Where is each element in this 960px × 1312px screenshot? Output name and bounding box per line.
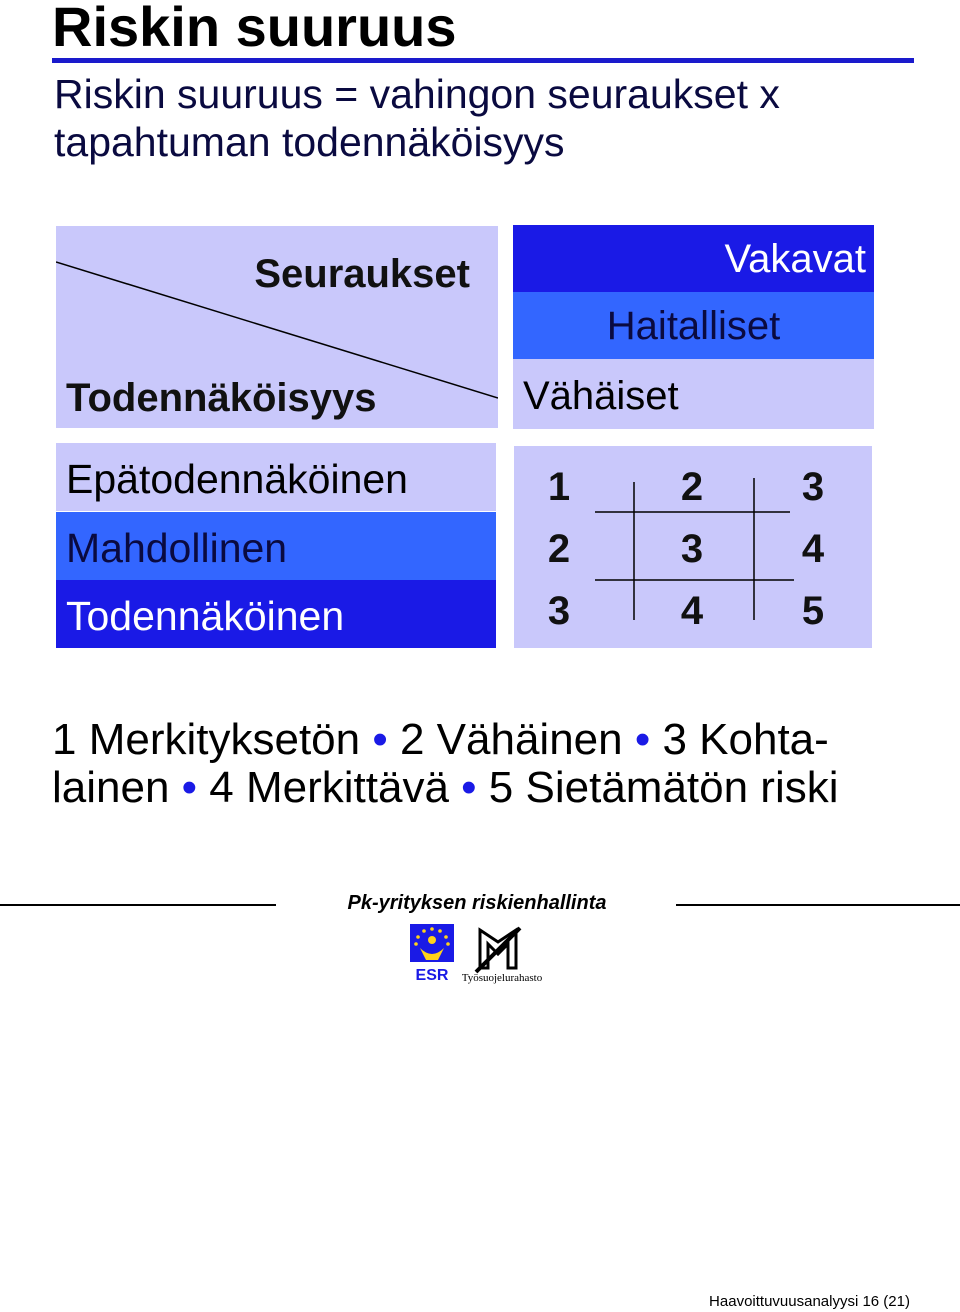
grid-cell-r2-c2: 3 — [680, 527, 704, 571]
page-number: Haavoittuvuusanalyysi 16 (21) — [709, 1293, 910, 1310]
footer-rule-right — [676, 904, 960, 906]
bullet-icon: • — [634, 715, 651, 764]
esr-logo-text: ESR — [415, 967, 449, 982]
legend-item: 3 Kohta- — [650, 715, 829, 764]
footer-rule-left — [0, 904, 276, 906]
grid-cell-r2-c3: 4 — [801, 527, 825, 571]
grid-cell-r1-c3: 3 — [801, 465, 825, 509]
consequence-harmful: Haitalliset — [513, 292, 874, 360]
grid-cell-r1-c2: 2 — [680, 465, 704, 509]
grid-cell-r1-c1: 1 — [547, 465, 571, 509]
legend-item: 2 Vähäinen — [387, 715, 635, 764]
grid-cell-r2-c1: 2 — [547, 527, 571, 571]
probability-unlikely: Epätodennäköinen — [56, 443, 496, 511]
bullet-icon: • — [461, 763, 477, 812]
legend-item: 4 Merkittävä — [197, 763, 462, 812]
consequences-label: Seuraukset — [254, 252, 470, 296]
bullet-icon: • — [372, 715, 388, 764]
consequence-severe: Vakavat — [513, 225, 874, 293]
title-underline — [52, 58, 914, 63]
risk-grid — [514, 446, 872, 648]
legend-item: 1 Merkityksetön — [52, 715, 373, 764]
risk-level-legend — [52, 716, 932, 812]
bullet-icon: • — [181, 763, 198, 812]
tyosuojelurahasto-logo-text: Työsuojelurahasto — [462, 972, 543, 984]
footer-caption: Pk-yrityksen riskienhallinta — [347, 892, 607, 914]
formula-line-2: tapahtuman todennäköisyys — [54, 119, 565, 165]
formula-line-1: Riskin suuruus = vahingon seuraukset x — [54, 71, 780, 117]
tyosuojelurahasto-logo — [462, 924, 546, 984]
grid-cell-r3-c2: 4 — [680, 589, 704, 633]
probability-possible: Mahdollinen — [56, 512, 496, 580]
consequence-minor: Vähäiset — [513, 359, 874, 429]
legend-item: lainen — [52, 763, 182, 812]
grid-cell-r3-c3: 5 — [801, 589, 825, 633]
probability-label: Todennäköisyys — [66, 376, 377, 420]
formula-text — [54, 70, 780, 166]
legend-line-1 — [52, 716, 932, 764]
legend-line-2 — [52, 764, 932, 812]
grid-cell-r3-c1: 3 — [547, 589, 571, 633]
probability-likely: Todennäköinen — [56, 580, 496, 648]
legend-item: 5 Sietämätön riski — [476, 763, 839, 812]
matrix-header-cell — [56, 226, 498, 428]
page-title: Riskin suuruus — [52, 0, 457, 58]
esr-logo — [408, 922, 456, 982]
